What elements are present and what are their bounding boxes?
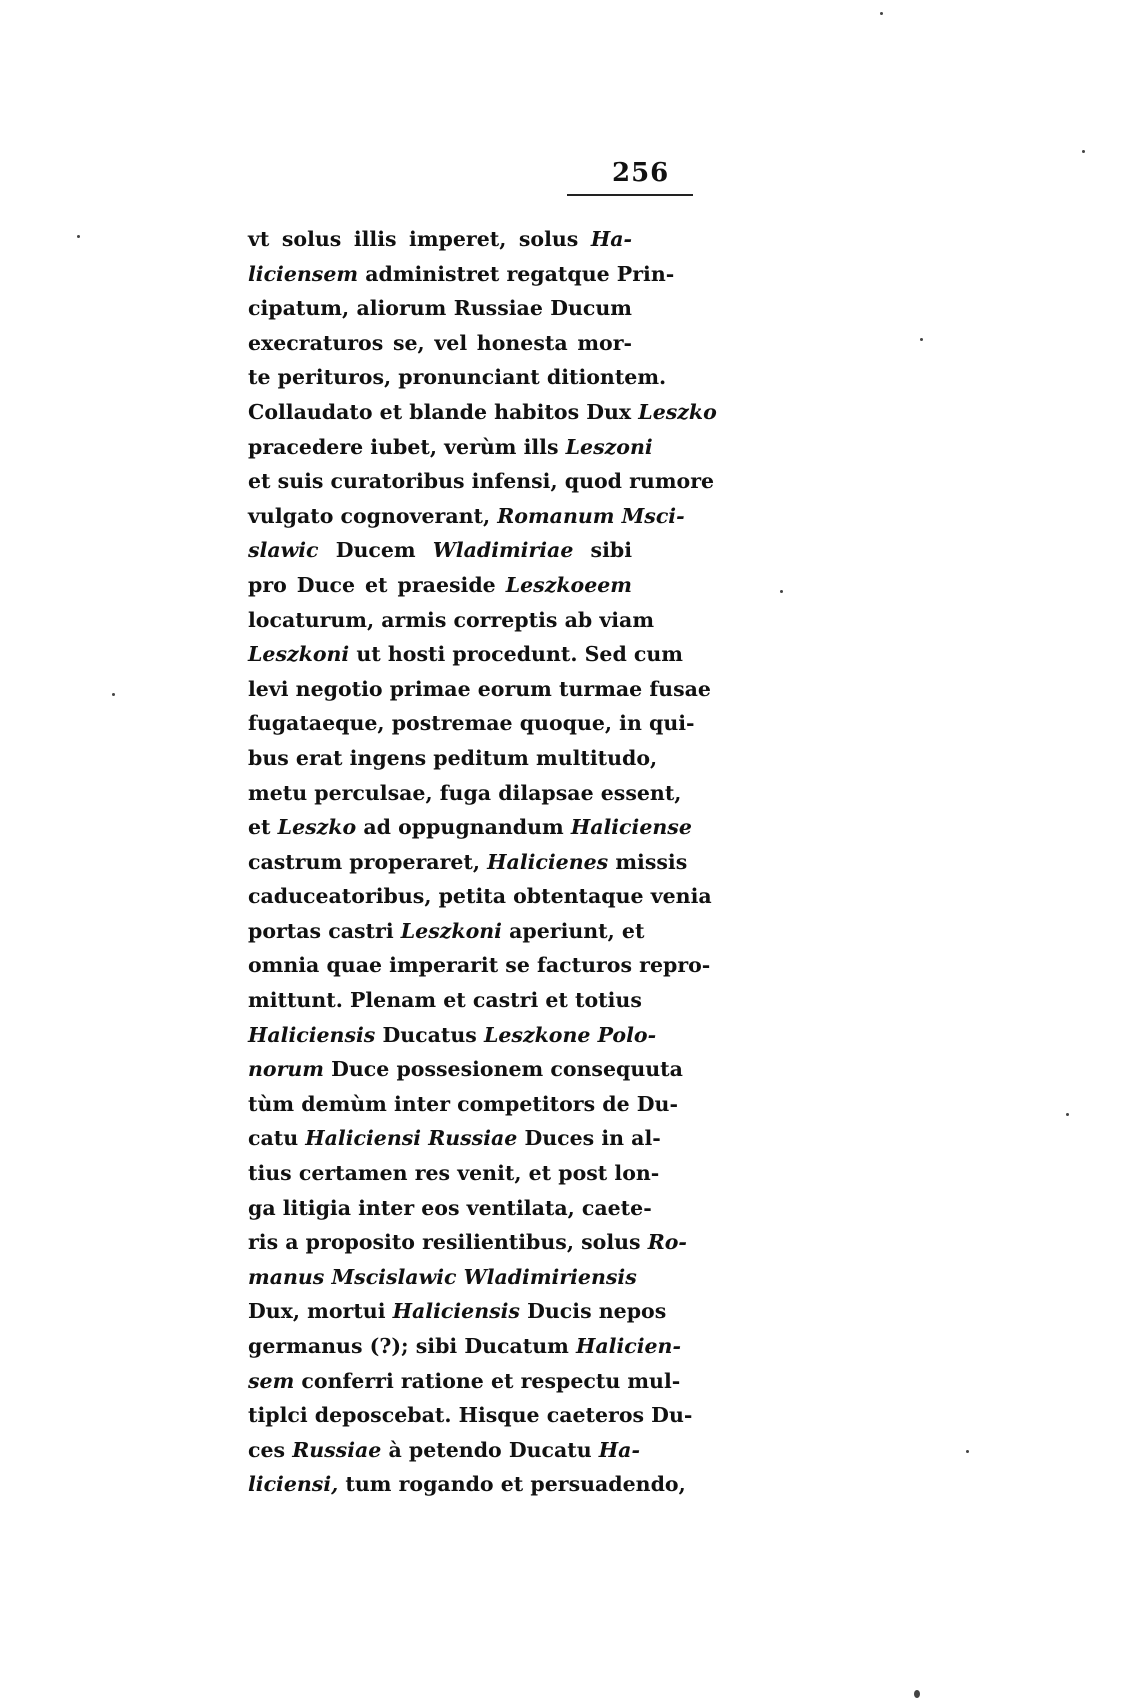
italic-text: Leszkone Polo- — [483, 1022, 657, 1047]
text-line — [248, 222, 632, 257]
text-segment: sibi — [573, 538, 632, 563]
text-line — [248, 464, 715, 499]
header-rule — [567, 194, 693, 196]
text-line — [248, 672, 711, 707]
text-segment: metu perculsae, fuga dilapsae essent, — [248, 780, 682, 805]
scan-speck — [780, 590, 783, 593]
text-line — [248, 706, 695, 741]
text-segment: missis — [608, 849, 688, 874]
text-line — [248, 360, 667, 395]
italic-text: Halicienes — [487, 849, 609, 874]
italic-text: Leszko — [638, 399, 717, 424]
text-segment: ris a proposito resilientibus, solus — [248, 1230, 648, 1255]
text-segment: bus erat ingens peditum multitudo, — [248, 745, 658, 770]
italic-text: Wladimiriae — [432, 538, 574, 563]
text-segment: ad oppugnandum — [356, 815, 571, 840]
italic-text: Leszoni — [565, 434, 653, 459]
italic-text: Haliciensis — [248, 1022, 376, 1047]
text-segment: tius certamen res venit, et post lon- — [248, 1161, 660, 1186]
italic-text: sem — [248, 1368, 295, 1393]
text-line — [248, 603, 655, 638]
text-line — [248, 1087, 678, 1122]
text-line — [248, 1052, 683, 1087]
italic-text: Haliciensis — [392, 1299, 520, 1324]
text-segment: vulgato cognoverant, — [248, 503, 498, 528]
text-line — [248, 914, 645, 949]
text-line — [248, 568, 632, 603]
text-line — [248, 983, 642, 1018]
text-line — [248, 810, 692, 845]
page-number: 256 — [612, 158, 670, 188]
text-segment: tiplci deposcebat. Hisque caeteros Du- — [248, 1403, 693, 1428]
text-segment: tum rogando et persuadendo, — [338, 1472, 686, 1497]
text-line — [248, 637, 683, 672]
scan-speck — [1082, 150, 1085, 153]
text-segment: portas castri — [248, 918, 401, 943]
scan-speck — [880, 12, 883, 15]
text-line — [248, 499, 685, 534]
italic-text: liciensi, — [248, 1472, 339, 1497]
text-line — [248, 533, 632, 568]
text-line — [248, 1398, 693, 1433]
text-segment: mittunt. Plenam et castri et totius — [248, 988, 642, 1013]
italic-text: Leszko — [277, 815, 357, 840]
italic-text: Ha- — [590, 227, 632, 251]
text-segment: ces — [248, 1437, 293, 1462]
text-column — [248, 222, 717, 1502]
text-line — [248, 1121, 661, 1156]
text-segment: levi negotio primae eorum turmae fusae — [248, 676, 711, 701]
text-segment: te perituros, pronunciant ditiontem. — [248, 365, 667, 390]
text-segment: cipatum, aliorum Russiae Ducum — [248, 296, 632, 321]
italic-text: Leszkoni — [400, 918, 502, 943]
text-segment: catu — [248, 1126, 306, 1151]
text-segment: castrum properaret, — [248, 849, 488, 874]
text-line — [248, 741, 658, 776]
text-line — [248, 1294, 667, 1329]
text-segment: Ducem — [318, 538, 433, 563]
text-segment: omnia quae imperarit se facturos repro- — [248, 953, 711, 978]
italic-text: Ro- — [647, 1230, 687, 1255]
text-segment: ut hosti procedunt. Sed cum — [349, 642, 683, 667]
italic-text: Leszkoeem — [505, 572, 632, 597]
italic-text: Haliciensi Russiae — [305, 1126, 518, 1151]
text-segment: locaturum, armis correptis ab viam — [248, 607, 655, 632]
text-line — [248, 845, 688, 880]
text-line — [248, 1225, 687, 1260]
text-segment: Duce possesionem consequuta — [323, 1057, 683, 1082]
text-line — [248, 291, 632, 326]
text-segment: fugataeque, postremae quoque, in qui- — [248, 711, 695, 736]
text-line — [248, 879, 712, 914]
italic-text: Romanum Msci- — [497, 503, 685, 528]
text-segment: Ducis nepos — [519, 1299, 667, 1324]
text-line — [248, 430, 653, 465]
text-line — [248, 1018, 657, 1053]
text-segment: administret regatque Prin- — [358, 261, 675, 286]
text-segment: Duces in al- — [517, 1126, 661, 1151]
text-line — [248, 1260, 637, 1295]
text-line — [248, 1191, 652, 1226]
text-segment: execraturos se, vel honesta mor- — [248, 330, 632, 355]
text-segment: Ducatus — [375, 1022, 484, 1047]
text-segment: germanus (?); sibi Ducatum — [248, 1334, 576, 1358]
text-segment: à petendo Ducatu — [381, 1437, 599, 1462]
text-segment: Collaudato et blande habitos Dux — [248, 399, 639, 424]
text-line — [248, 326, 632, 361]
text-line — [248, 776, 682, 811]
text-segment: caduceatoribus, petita obtentaque venia — [248, 884, 712, 909]
text-segment: pracedere iubet, verùm ills — [248, 434, 566, 459]
text-segment: ga litigia inter eos ventilata, caete- — [248, 1195, 652, 1220]
italic-text: liciensem — [248, 261, 359, 286]
text-line — [248, 1156, 660, 1191]
text-line — [248, 257, 675, 292]
text-segment: et — [248, 815, 278, 840]
text-segment: pro Duce et praeside — [248, 572, 506, 597]
scan-speck — [920, 338, 923, 341]
scan-speck — [1066, 1113, 1069, 1116]
text-line — [248, 395, 717, 430]
text-segment: et suis curatoribus infensi, quod rumore — [248, 469, 715, 494]
italic-text: Halicien- — [576, 1334, 681, 1358]
scan-speck — [914, 1690, 920, 1698]
scan-speck — [77, 235, 80, 238]
text-segment: tùm demùm inter competitors de Du- — [248, 1091, 678, 1116]
italic-text: norum — [248, 1057, 324, 1082]
text-segment: aperiunt, et — [501, 918, 645, 943]
text-segment: Dux, mortui — [248, 1299, 393, 1324]
text-line — [248, 1364, 681, 1399]
italic-text: manus Mscislawic Wladimiriensis — [248, 1264, 637, 1289]
text-line — [248, 948, 711, 983]
italic-text: Haliciense — [570, 815, 692, 840]
text-segment: conferri ratione et respectu mul- — [294, 1368, 681, 1393]
scan-speck — [966, 1450, 969, 1453]
text-line — [248, 1433, 640, 1468]
italic-text: slawic — [248, 538, 319, 563]
text-segment: vt solus illis imperet, solus — [248, 227, 591, 251]
text-line — [248, 1467, 686, 1502]
italic-text: Ha- — [598, 1437, 640, 1462]
italic-text: Russiae — [292, 1437, 382, 1462]
italic-text: Leszkoni — [248, 642, 350, 667]
scan-speck — [112, 693, 115, 696]
text-line — [248, 1329, 681, 1364]
